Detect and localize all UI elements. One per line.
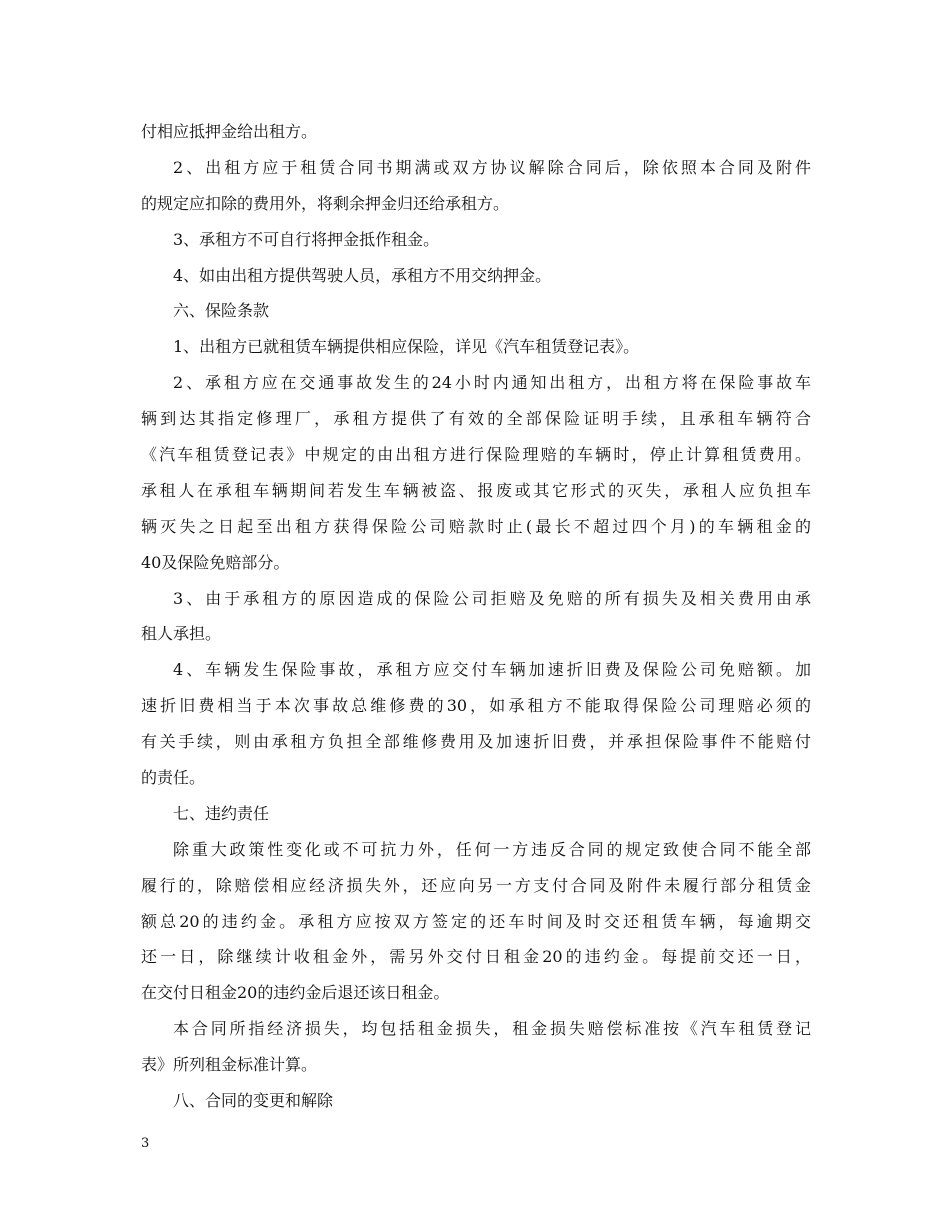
text-line: 付相应抵押金给出租方。	[141, 122, 318, 141]
text-line: 有关手续，则由承租方负担全部维修费用及加速折旧费，并承担保险事件不能赔付	[141, 732, 811, 752]
text-line: 《汽车租赁登记表》中规定的由出租方进行保险理赔的车辆时，停止计算租赁费用。	[141, 445, 811, 465]
text-line: 3、承租方不可自行将押金抵作租金。	[173, 229, 440, 249]
text-line: 辆灭失之日起至出租方获得保险公司赔款时止(最长不超过四个月)的车辆租金的	[141, 516, 811, 536]
contract-body	[141, 114, 811, 1119]
text-line: 表》所列租金标准计算。	[141, 1055, 318, 1075]
text-line: 本合同所指经济损失，均包括租金损失，租金损失赔偿标准按《汽车租赁登记	[173, 1019, 811, 1039]
text-line: 速折旧费相当于本次事故总维修费的30，如承租方不能取得保险公司理赔必须的	[141, 696, 811, 716]
text-line: 履行的，除赔偿相应经济损失外，还应向另一方支付合同及附件未履行部分租赁金	[141, 875, 811, 895]
page-number: 3	[141, 1136, 150, 1151]
text-line: 的规定应扣除的费用外，将剩余押金归还给承租方。	[141, 193, 510, 213]
section-heading: 八、合同的变更和解除	[173, 1091, 334, 1111]
text-line: 辆到达其指定修理厂，承租方提供了有效的全部保险证明手续，且承租车辆符合	[141, 409, 811, 429]
text-line: 4、车辆发生保险事故，承租方应交付车辆加速折旧费及保险公司免赔额。加	[173, 660, 811, 680]
text-line: 4、如由出租方提供驾驶人员，承租方不用交纳押金。	[173, 265, 552, 285]
text-line: 3、由于承租方的原因造成的保险公司拒赔及免赔的所有损失及相关费用由承	[173, 588, 811, 608]
text-line: 在交付日租金20的违约金后退还该日租金。	[141, 983, 450, 1003]
text-line: 40及保险免赔部分。	[141, 552, 290, 572]
section-heading: 六、保险条款	[173, 301, 270, 321]
text-line: 额总20的违约金。承租方应按双方签定的还车时间及时交还租赁车辆，每逾期交	[141, 911, 811, 931]
text-line: 除重大政策性变化或不可抗力外，任何一方违反合同的规定致使合同不能全部	[173, 839, 811, 859]
text-line: 还一日，除继续计收租金外，需另外交付日租金20的违约金。每提前交还一日，	[141, 947, 811, 967]
text-line: 承租人在承租车辆期间若发生车辆被盗、报废或其它形式的灭失，承租人应负担车	[141, 480, 811, 500]
text-line: 的责任。	[141, 768, 206, 788]
text-line: 1、出租方已就租赁车辆提供相应保险，详见《汽车租赁登记表》。	[173, 337, 640, 357]
section-heading: 七、违约责任	[173, 803, 270, 823]
text-line: 租人承担。	[141, 624, 222, 644]
text-line: 2、承租方应在交通事故发生的24小时内通知出租方，出租方将在保险事故车	[173, 373, 811, 393]
text-line: 2、出租方应于租赁合同书期满或双方协议解除合同后，除依照本合同及附件	[173, 157, 811, 177]
